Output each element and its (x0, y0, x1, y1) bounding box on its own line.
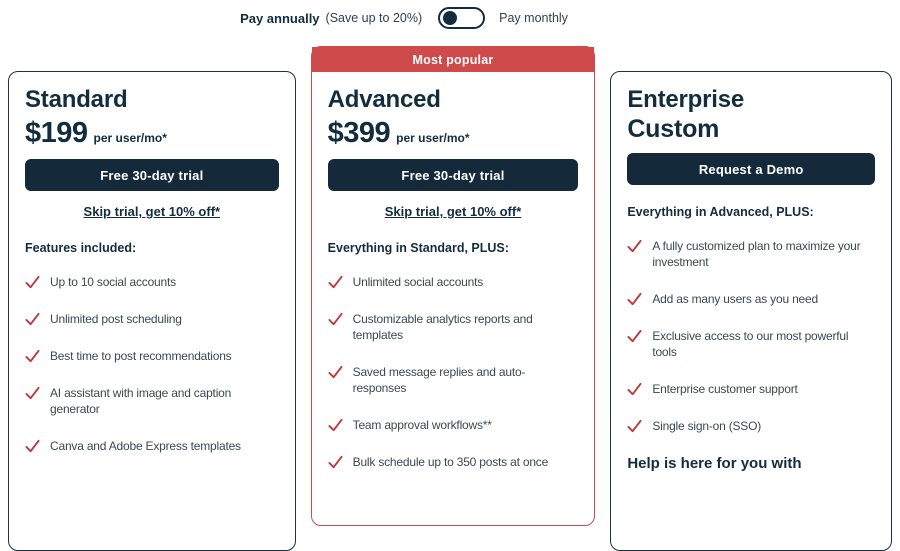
features-list-standard (25, 274, 279, 454)
check-icon (627, 382, 642, 396)
feature-item (328, 364, 579, 396)
feature-text: Unlimited post scheduling (50, 312, 182, 326)
feature-text: Saved message replies and auto-responses (352, 365, 526, 395)
plan-name-enterprise: Enterprise (627, 86, 745, 113)
feature-item (328, 417, 579, 433)
check-icon (328, 455, 343, 469)
pay-annually-label: Pay annually (240, 10, 320, 26)
plan-price-custom: Custom (627, 115, 720, 143)
feature-text: A fully customized plan to maximize your investment (652, 239, 861, 269)
feature-text: Customizable analytics reports and templates (352, 312, 533, 342)
plan-card-standard (8, 71, 296, 551)
feature-item (25, 274, 279, 290)
plan-price-suffix: per user/mo* (396, 131, 470, 145)
toggle-knob-icon (443, 11, 457, 25)
feature-text: Team approval workflows** (352, 418, 492, 432)
check-icon (627, 292, 642, 306)
feature-text: Unlimited social accounts (352, 275, 484, 289)
most-popular-badge: Most popular (312, 47, 595, 72)
feature-item (25, 438, 279, 454)
feature-item (25, 348, 279, 364)
billing-toggle-bar (240, 7, 568, 29)
plan-price-row (328, 117, 579, 149)
feature-item (25, 311, 279, 327)
feature-text: Add as many users as you need (652, 292, 818, 306)
check-icon (25, 275, 40, 289)
billing-toggle[interactable] (438, 7, 485, 29)
check-icon (25, 439, 40, 453)
free-trial-button-standard[interactable]: Free 30-day trial (25, 159, 279, 191)
check-icon (25, 386, 40, 400)
features-list-advanced (328, 274, 579, 470)
feature-text: Exclusive access to our most powerful tools (652, 329, 849, 359)
plan-price: $199 (25, 117, 88, 149)
plan-price: $399 (327, 117, 391, 149)
check-icon (627, 329, 642, 343)
feature-text: Single sign-on (SSO) (652, 419, 762, 433)
annual-savings-note: (Save up to 20%) (325, 11, 423, 25)
feature-item (328, 274, 579, 290)
features-heading-enterprise: Everything in Advanced, PLUS: (627, 205, 814, 219)
pay-monthly-label: Pay monthly (499, 11, 568, 25)
skip-trial-link-standard[interactable]: Skip trial, get 10% off* (83, 204, 221, 219)
free-trial-button-advanced[interactable]: Free 30-day trial (328, 159, 579, 191)
check-icon (328, 365, 343, 379)
features-heading-advanced: Everything in Standard, PLUS: (327, 241, 509, 255)
pricing-plans-row (0, 46, 900, 551)
plan-price-suffix: per user/mo* (93, 131, 167, 145)
feature-text: Canva and Adobe Express templates (50, 439, 241, 453)
plan-name-advanced: Advanced (327, 86, 441, 113)
check-icon (328, 312, 343, 326)
feature-item (328, 311, 579, 343)
check-icon (328, 275, 343, 289)
feature-item (627, 328, 875, 360)
feature-text: Bulk schedule up to 350 posts at once (352, 455, 549, 469)
plan-card-enterprise (610, 71, 892, 551)
feature-item (627, 238, 875, 270)
check-icon (25, 312, 40, 326)
check-icon (627, 419, 642, 433)
clipped-bottom-text: Help is here for you with (627, 455, 802, 472)
feature-text: Up to 10 social accounts (50, 275, 176, 289)
check-icon (328, 418, 343, 432)
features-heading-standard: Features included: (25, 241, 137, 255)
check-icon (25, 349, 40, 363)
feature-text: AI assistant with image and caption generator (50, 386, 232, 416)
features-list-enterprise (627, 238, 875, 434)
feature-item (328, 454, 579, 470)
feature-item (25, 385, 279, 417)
check-icon (627, 239, 642, 253)
feature-item (627, 418, 875, 434)
plan-price-row (25, 117, 279, 149)
skip-trial-link-advanced[interactable]: Skip trial, get 10% off* (384, 204, 522, 219)
request-demo-button[interactable]: Request a Demo (627, 153, 875, 185)
plan-card-advanced (311, 46, 596, 526)
feature-item (627, 381, 875, 397)
feature-item (627, 291, 875, 307)
plan-name-standard: Standard (25, 86, 128, 113)
feature-text: Best time to post recommendations (50, 349, 232, 363)
feature-text: Enterprise customer support (652, 382, 798, 396)
